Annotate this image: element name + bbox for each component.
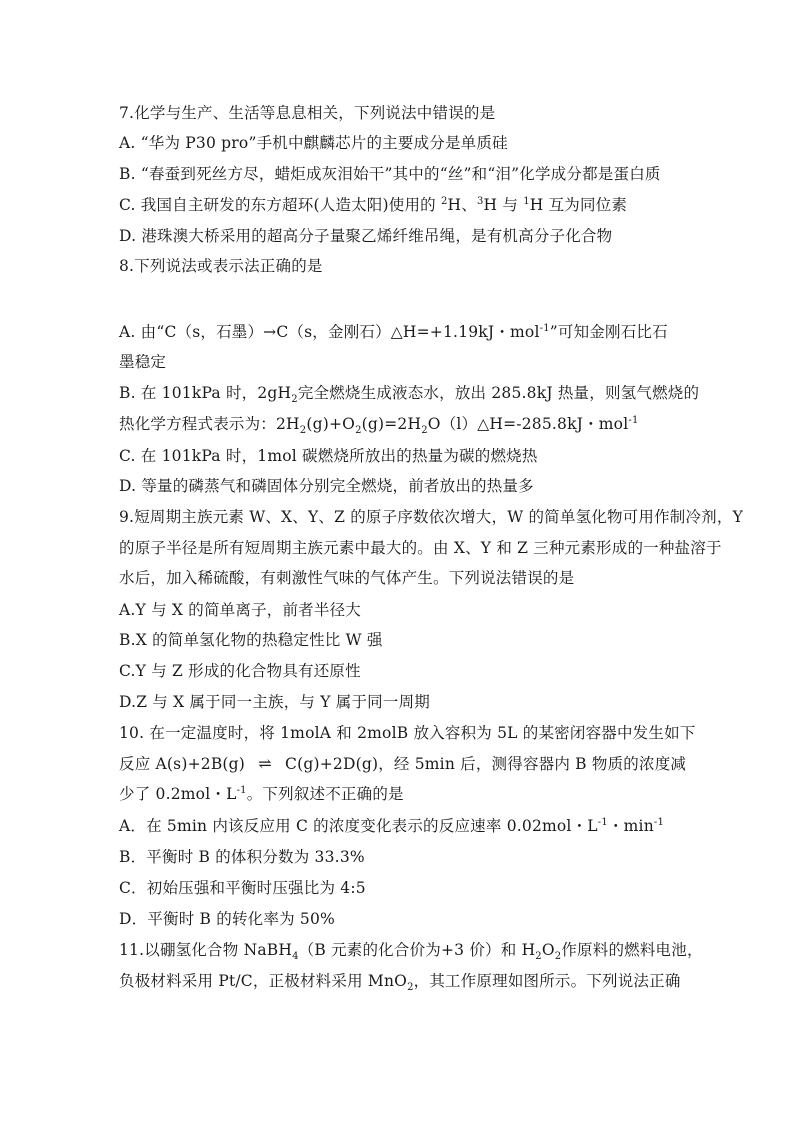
- q9-option-c: C.Y 与 Z 形成的化合物具有还原性: [119, 662, 361, 680]
- equilibrium-arrow-icon: ⇌: [258, 754, 272, 773]
- q8-b-text: 热化学方程式表示为：2H: [119, 415, 300, 433]
- q8-a-sup: -1: [539, 322, 550, 334]
- q10-option-d: D．平衡时 B 的转化率为 50%: [119, 910, 335, 928]
- q8-b-sup: -1: [628, 414, 639, 426]
- q8-b-text: (g)+O: [306, 415, 356, 433]
- q10-option-b: B．平衡时 B 的体积分数为 33.3%: [119, 848, 365, 866]
- q11-text: 作原料的燃料电池，: [561, 941, 703, 959]
- q8-a-text: ”可知金刚石比石: [549, 323, 668, 341]
- q9-stem-line2: 的原子半径是所有短周期主族元素中最大的。由 X、Y 和 Z 三种元素形成的一种盐溶于: [119, 539, 722, 557]
- q8-b-sub: 2: [355, 425, 362, 437]
- q8-option-a-line2: 墨稳定: [119, 353, 167, 371]
- q7-option-d: D. 港珠澳大桥采用的超高分子量聚乙烯纤维吊绳，是有机高分子化合物: [119, 227, 613, 245]
- q11-text: 11.以硼氢化合物 NaBH: [119, 941, 293, 959]
- q7-c-sup: 1: [523, 195, 530, 207]
- q8-a-text: A. 由“C（s，石墨）→C（s，金刚石）△H=+1.19kJ・mol: [119, 323, 540, 341]
- q10-stem-text: C(g)+2D(g)，经 5min 后，测得容器内 B 物质的浓度减: [285, 755, 687, 773]
- q11-sub: 2: [407, 982, 414, 994]
- q9-option-a: A.Y 与 X 的简单离子，前者半径大: [119, 601, 361, 619]
- q7-option-a: A. “华为 P30 pro”手机中麒麟芯片的主要成分是单质硅: [119, 134, 508, 152]
- q8-b-text: O（l）△H=-285.8kJ・mol: [427, 415, 629, 433]
- q8-option-a-line1: [119, 322, 668, 342]
- q11-sub: 4: [292, 951, 299, 963]
- q8-b-text: (g)=2H: [361, 415, 422, 433]
- q10-a-text: A．在 5min 内该反应用 C 的浓度变化表示的反应速率 0.02mol・L: [119, 817, 598, 835]
- q9-option-b: B.X 的简单氢化物的热稳定性比 W 强: [119, 631, 383, 649]
- q8-option-b-line2: [119, 414, 639, 437]
- q10-stem-line2: [119, 754, 686, 774]
- q7-option-c: [119, 195, 627, 215]
- q9-stem-line3: 水后，加入稀硫酸，有刺激性气味的气体产生。下列说法错误的是: [119, 569, 575, 587]
- q10-a-sup: -1: [597, 816, 608, 828]
- q8-b-sub: 2: [299, 425, 307, 437]
- q7-c-text: H 与: [483, 196, 524, 214]
- q10-a-sup: -1: [653, 816, 665, 828]
- q11-text: （B 元素的化合价为+3 价）和 H: [298, 941, 536, 959]
- q7-c-sup: 2: [440, 195, 448, 207]
- q10-stem-sup: -1: [236, 784, 247, 796]
- q7-option-b: B. “春蚕到死丝方尽，蜡炬成灰泪始干”其中的“丝”和“泪”化学成分都是蛋白质: [119, 165, 661, 183]
- q7-c-sup: 3: [476, 195, 484, 207]
- q10-stem-text: 。下列叙述不正确的是: [246, 785, 404, 803]
- q11-text: ，其工作原理如图所示。下列说法正确: [413, 972, 681, 990]
- q8-option-c: C. 在 101kPa 时，1mol 碳燃烧所放出的热量为碳的燃烧热: [119, 447, 538, 465]
- q11-text: 负极材料采用 Pt/C，正极材料采用 MnO: [119, 972, 408, 990]
- q8-b-text: B. 在 101kPa 时，2gH: [119, 384, 292, 402]
- q11-stem-line2: [119, 971, 681, 994]
- q10-option-a: [119, 816, 664, 836]
- q10-stem-text: 反应 A(s)+2B(g): [119, 755, 246, 773]
- q11-stem-line1: [119, 940, 703, 963]
- q10-a-text: ・min: [607, 817, 654, 835]
- q8-b-text: 完全燃烧生成液态水，放出 285.8kJ 热量，则氢气燃烧的: [297, 384, 700, 402]
- q9-option-d: D.Z 与 X 属于同一主族，与 Y 属于同一周期: [119, 693, 430, 711]
- q10-stem-text: 少了 0.2mol・L: [119, 785, 237, 803]
- q8-b-sub: 2: [291, 394, 298, 406]
- q7-c-text: H 互为同位素: [529, 196, 628, 214]
- q9-stem-line1: 9.短周期主族元素 W、X、Y、Z 的原子序数依次增大，W 的简单氢化物可用作制冷剂，Y: [119, 508, 744, 526]
- q8-option-d: D. 等量的磷蒸气和磷固体分别完全燃烧，前者放出的热量多: [119, 477, 534, 495]
- q7-c-text: H、: [447, 196, 477, 214]
- q7-stem: 7.化学与生产、生活等息息相关，下列说法中错误的是: [119, 104, 496, 122]
- q11-text: O: [541, 941, 555, 959]
- q8-stem: 8.下列说法或表示法正确的是: [119, 257, 323, 275]
- q7-c-text: C. 我国自主研发的东方超环(人造太阳)使用的: [119, 196, 441, 214]
- q10-option-c: C．初始压强和平衡时压强比为 4:5: [119, 879, 366, 897]
- q10-stem-line3: [119, 784, 404, 804]
- q8-b-sub: 2: [421, 425, 428, 437]
- q8-option-b-line1: [119, 383, 700, 406]
- q10-stem-line1: 10. 在一定温度时，将 1molA 和 2molB 放入容积为 5L 的某密闭容器中发生如下: [119, 724, 696, 742]
- q11-sub: 2: [554, 951, 562, 963]
- q11-sub: 2: [535, 951, 542, 963]
